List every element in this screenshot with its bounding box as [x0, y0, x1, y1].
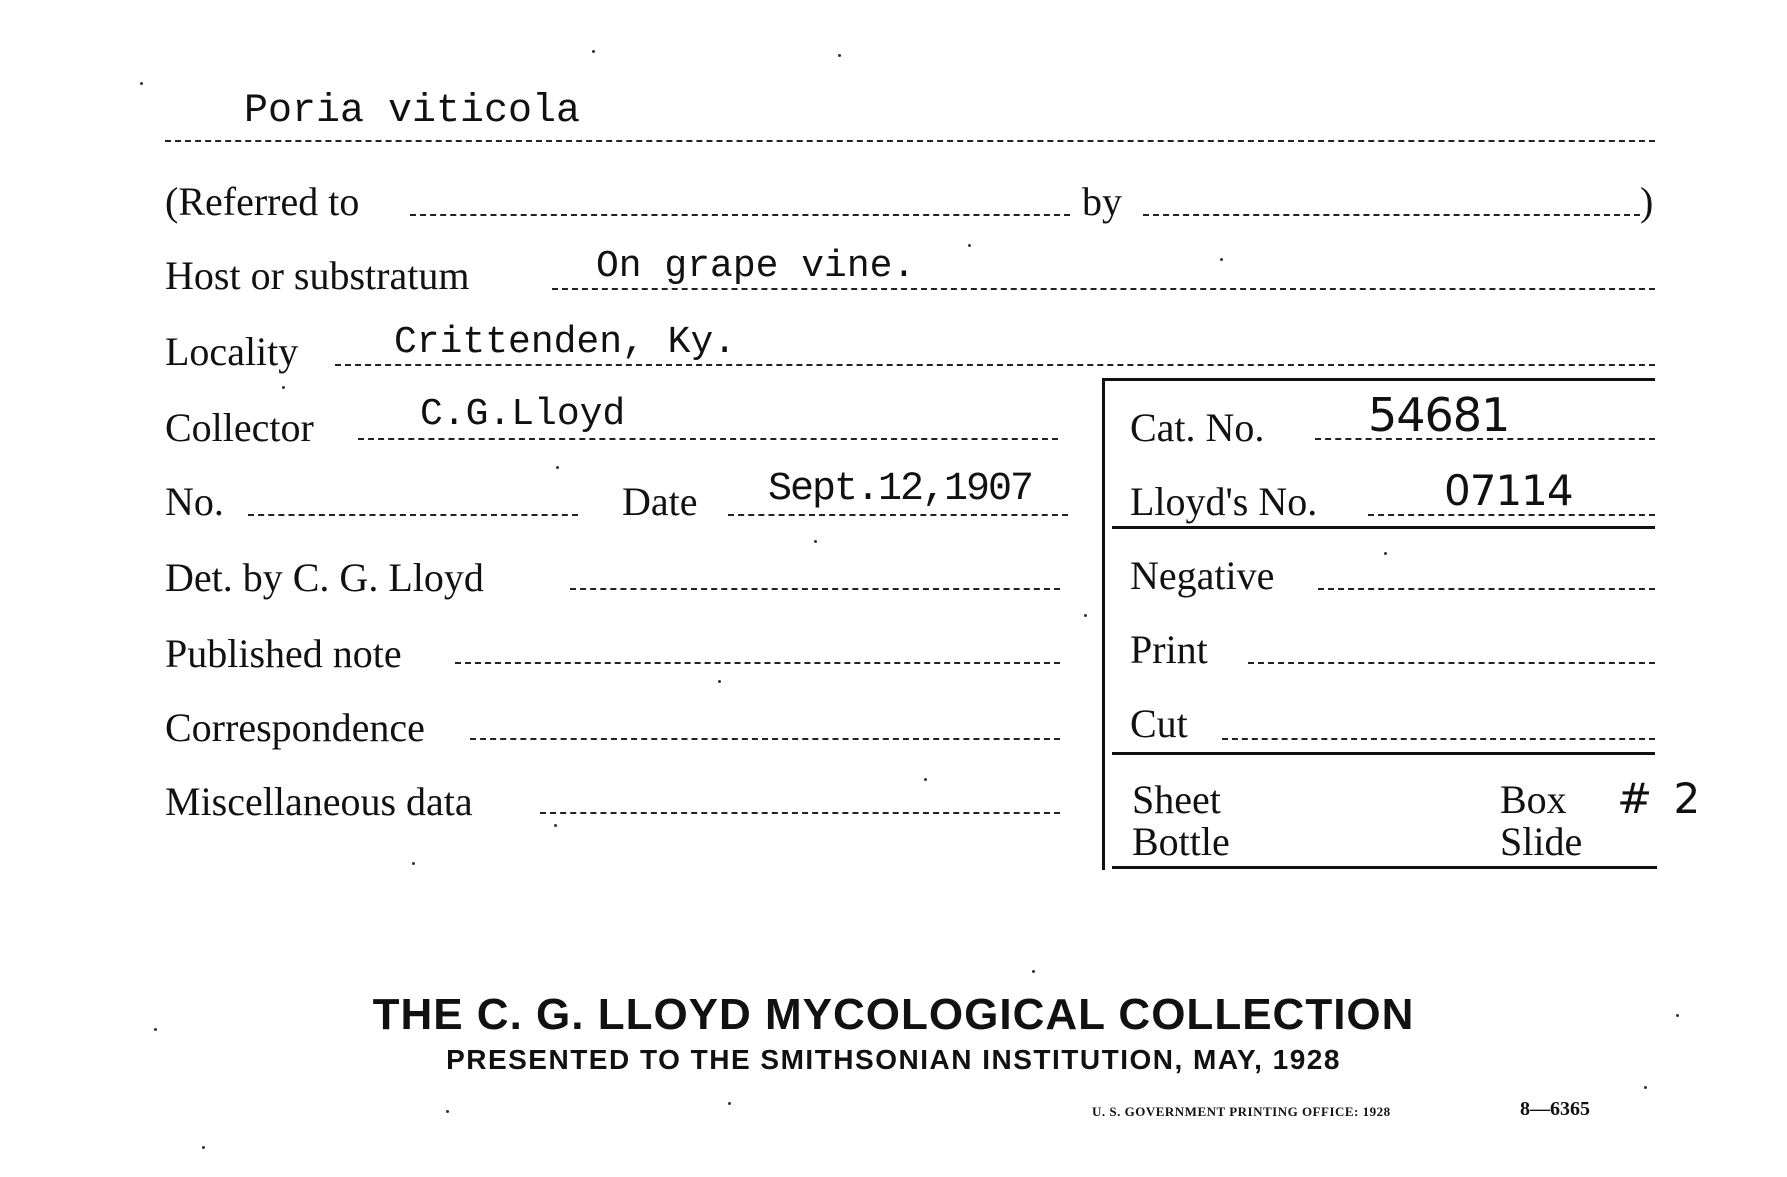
catalog-box-top — [1102, 378, 1655, 381]
box-label: Box — [1500, 777, 1567, 822]
collector-field-rule — [358, 438, 1058, 440]
cut-field-rule — [1222, 738, 1655, 740]
misc-data-field-rule — [540, 812, 1060, 814]
scan-speck — [154, 1028, 157, 1031]
scan-speck — [924, 778, 927, 781]
correspondence-field-rule — [470, 738, 1060, 740]
misc-data-label: Miscellaneous data — [165, 779, 473, 824]
scan-speck — [1384, 552, 1387, 555]
scan-speck — [1676, 1014, 1679, 1017]
form-number: 8—6365 — [1520, 1098, 1590, 1120]
scan-speck — [412, 862, 415, 865]
cat-no-value: 54681 — [1368, 388, 1510, 442]
date-label: Date — [622, 479, 698, 524]
sheet-label: Sheet — [1132, 777, 1221, 822]
species-name-rule — [165, 140, 1655, 142]
collector-value: C.G.Lloyd — [420, 393, 626, 436]
scan-speck — [728, 1102, 731, 1105]
catalog-divider-1 — [1112, 526, 1655, 529]
cat-no-field-rule — [1315, 438, 1655, 440]
cat-no-label: Cat. No. — [1130, 405, 1265, 450]
species-name: Poria viticola — [244, 89, 581, 134]
collection-title: THE C. G. LLOYD MYCOLOGICAL COLLECTION — [372, 990, 1415, 1039]
print-label: Print — [1130, 627, 1208, 672]
referred-close-paren: ) — [1640, 179, 1654, 224]
scan-speck — [718, 680, 721, 683]
negative-label: Negative — [1130, 553, 1275, 598]
scan-speck — [554, 824, 557, 827]
locality-value: Crittenden, Ky. — [394, 321, 737, 364]
scan-speck — [556, 466, 559, 469]
published-note-label: Published note — [165, 631, 402, 676]
print-field-rule — [1248, 662, 1655, 664]
locality-field-rule — [335, 364, 1655, 366]
number-label: No. — [165, 479, 224, 524]
collector-label: Collector — [165, 405, 314, 450]
referred-by-field — [1143, 214, 1640, 216]
scan-speck — [968, 244, 971, 247]
number-field-rule — [248, 514, 578, 516]
slide-label: Slide — [1500, 819, 1583, 864]
scan-speck — [140, 82, 143, 85]
published-note-field-rule — [455, 662, 1060, 664]
scan-speck — [446, 1110, 449, 1113]
lloyds-no-value: 07114 — [1444, 466, 1573, 515]
scan-speck — [1220, 258, 1223, 261]
scan-speck — [814, 540, 817, 543]
date-field-rule — [728, 514, 1068, 516]
correspondence-label: Correspondence — [165, 705, 425, 750]
date-value: Sept.12,1907 — [768, 467, 1033, 512]
det-by-label: Det. by C. G. Lloyd — [165, 555, 484, 600]
cut-label: Cut — [1130, 701, 1188, 746]
host-value: On grape vine. — [596, 245, 916, 288]
catalog-box-bottom — [1112, 866, 1657, 869]
host-label: Host or substratum — [165, 253, 470, 298]
bottle-label: Bottle — [1132, 819, 1230, 864]
scan-speck — [1032, 970, 1035, 973]
scan-speck — [1644, 1086, 1647, 1089]
catalog-divider-2 — [1112, 752, 1655, 755]
lloyds-no-field-rule — [1368, 514, 1655, 516]
catalog-box-left — [1102, 378, 1105, 870]
lloyds-no-label: Lloyd's No. — [1130, 479, 1318, 524]
referred-by-label: by — [1082, 179, 1122, 224]
scan-speck — [282, 386, 285, 389]
det-by-field-rule — [570, 588, 1060, 590]
locality-label: Locality — [165, 329, 299, 374]
box-number-value: # 2 — [1617, 774, 1700, 823]
printer-imprint: U. S. GOVERNMENT PRINTING OFFICE: 1928 — [1092, 1104, 1391, 1119]
host-field-rule — [552, 288, 1655, 290]
scan-speck — [838, 54, 841, 57]
scan-speck — [1084, 614, 1087, 617]
referred-to-label: (Referred to — [165, 179, 360, 224]
collection-subtitle: PRESENTED TO THE SMITHSONIAN INSTITUTION, MAY, 1928 — [446, 1044, 1341, 1075]
referred-to-field — [410, 214, 1070, 216]
scan-speck — [202, 1146, 205, 1149]
scan-speck — [592, 50, 595, 53]
negative-field-rule — [1318, 588, 1655, 590]
